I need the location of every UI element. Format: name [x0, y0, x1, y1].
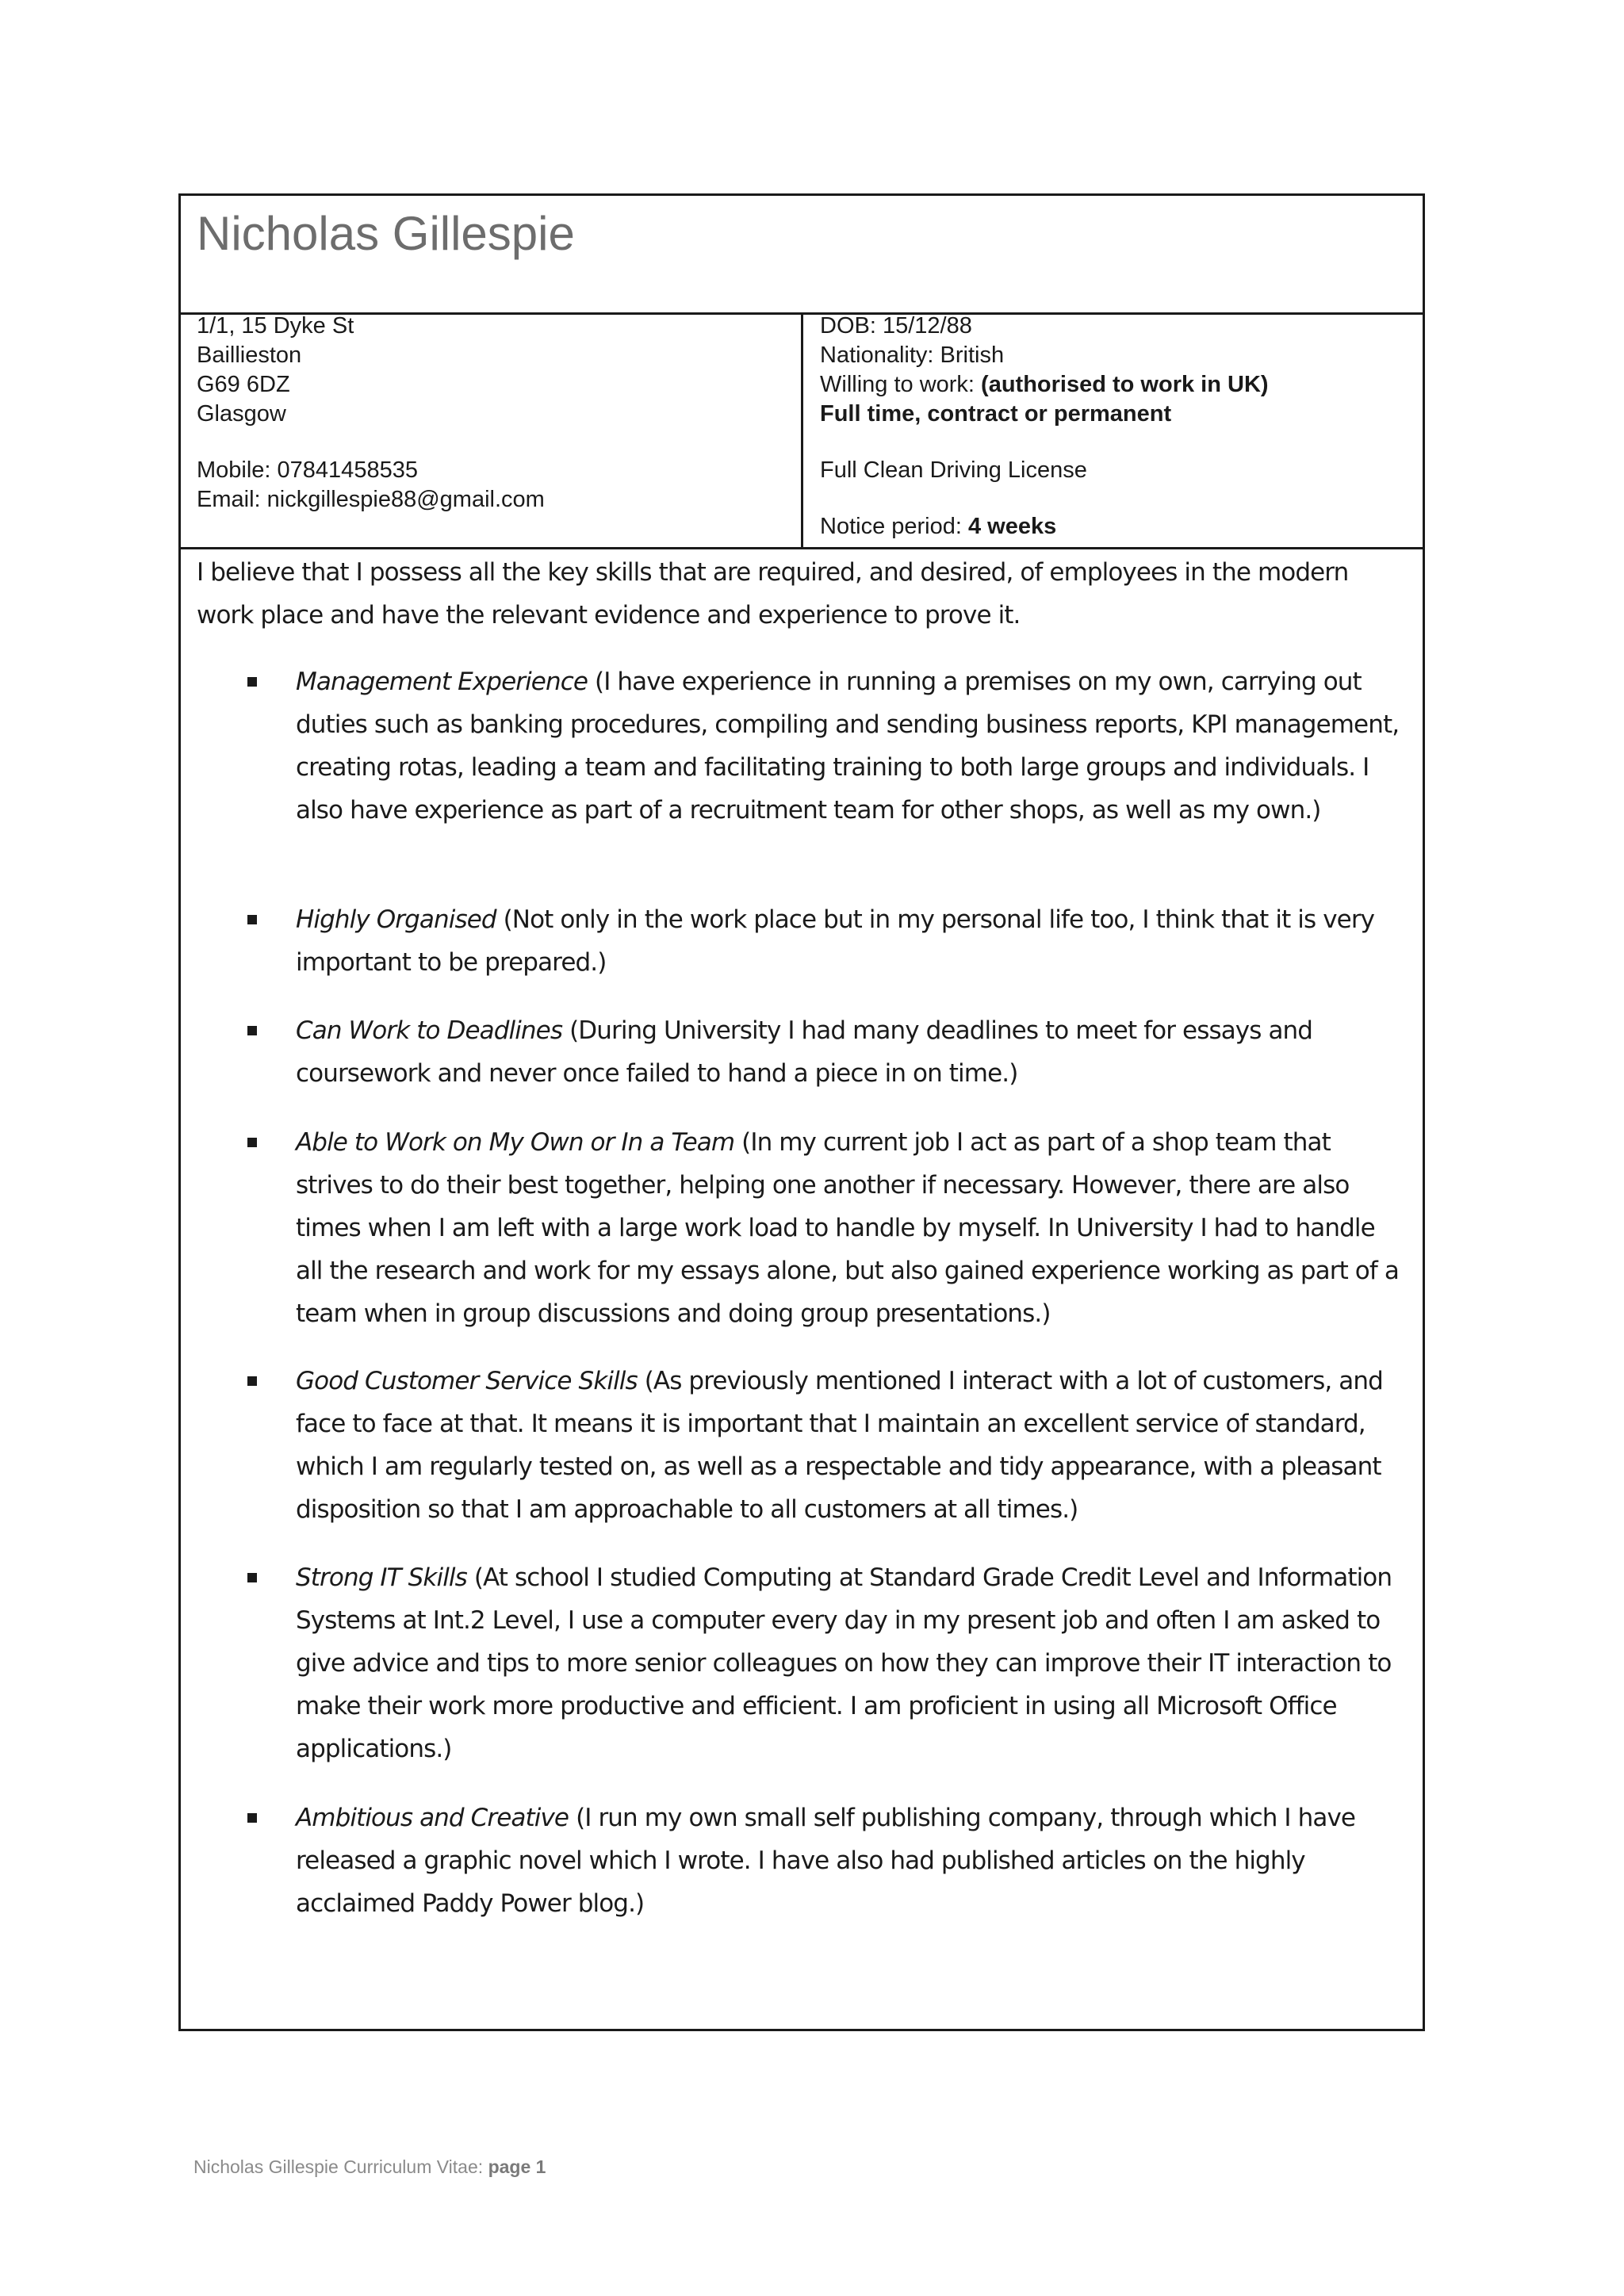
spacer	[197, 429, 799, 456]
skill-description: (I run my own small self publishing company, through which I have released a graphic novel which I wrote. I have also had published articles on the highly acclaimed Paddy Power blog.)	[296, 1804, 1356, 1918]
willing-to-work	[820, 370, 1407, 400]
date-of-birth: DOB: 15/12/88	[820, 313, 972, 339]
square-bullet-icon	[247, 1376, 257, 1386]
notice-value: 4 weeks	[968, 514, 1057, 539]
skill-description: (As previously mentioned I interact with a lot of customers, and face to face at that. It means it is important that I maintain an excellent service of standard, which I am regularly tested on, as well as a respectable and tidy appearance, with a pleasant disposition so that I am approachable to all customers at all times.)	[296, 1367, 1383, 1524]
skill-title: Strong IT Skills	[296, 1563, 467, 1592]
skill-description: (In my current job I act as part of a shop team that strives to do their best together, helping one another if necessary. However, there are also times when I am left with a large work load to handle by myself. In University I had to handle all the research and work for my essays alone, but also gained experience working as part of a team when in group discussions and doing group presentations.)	[296, 1128, 1399, 1328]
list-item	[181, 1797, 1418, 1923]
skill-description: (Not only in the work place but in my personal life too, I think that it is very important to be prepared.)	[296, 905, 1375, 977]
square-bullet-icon	[247, 1813, 257, 1823]
name-row	[181, 196, 1423, 315]
notice-label: Notice period:	[820, 514, 968, 539]
list-item	[181, 1556, 1418, 1797]
skills-summary-section	[181, 549, 1423, 2029]
driving-license: Full Clean Driving License	[820, 457, 1087, 483]
skill-description: (At school I studied Computing at Standard Grade Credit Level and Information Systems at Int.2 Level, I use a computer every day in my present job and often I am asked to give advice and tips to more senior colleagues on how they can improve their IT interaction to make their work more productive and efficient. I am proficient in using all Microsoft Office applications.)	[296, 1563, 1392, 1763]
contact-right-column	[820, 312, 1407, 541]
skill-title: Ambitious and Creative	[296, 1804, 569, 1832]
notice-period	[820, 512, 1407, 541]
intro-paragraph: I believe that I possess all the key skills that are required, and desired, of employees in the modern work place and have the relevant evidence and experience to prove it.	[197, 558, 1349, 629]
list-item	[181, 898, 1418, 1009]
list-item	[181, 1121, 1418, 1360]
list-item	[181, 1009, 1418, 1121]
contact-details-row	[181, 315, 1423, 549]
square-bullet-icon	[247, 1138, 257, 1147]
email-address: Email: nickgillespie88@gmail.com	[197, 487, 545, 512]
skill-title: Can Work to Deadlines	[296, 1016, 563, 1045]
skill-description: (I have experience in running a premises on my own, carrying out duties such as banking procedures, compiling and sending business reports, KPI management, creating rotas, leading a team and facilitating training to both large groups and individuals. I also have experience as part of a recruitment team for other shops, as well as my own.)	[296, 668, 1400, 825]
list-item	[181, 1360, 1418, 1556]
willing-value: (authorised to work in UK)	[981, 372, 1269, 397]
work-type: Full time, contract or permanent	[820, 401, 1172, 427]
spacer	[820, 485, 1407, 512]
square-bullet-icon	[247, 1026, 257, 1035]
cv-page-frame	[178, 193, 1425, 2031]
column-divider	[801, 315, 803, 547]
skill-title: Management Experience	[296, 668, 588, 696]
candidate-name: Nicholas Gillespie	[197, 207, 575, 260]
skill-description: (During University I had many deadlines to meet for essays and coursework and never once failed to hand a piece in on time.)	[296, 1016, 1313, 1088]
list-item	[181, 660, 1418, 898]
spacer	[820, 429, 1407, 456]
footer-text: Nicholas Gillespie Curriculum Vitae:	[193, 2156, 488, 2177]
skill-title: Able to Work on My Own or In a Team	[296, 1128, 735, 1157]
square-bullet-icon	[247, 1573, 257, 1582]
page-number: page 1	[488, 2156, 546, 2177]
page-footer	[193, 2156, 546, 2178]
skill-title: Good Customer Service Skills	[296, 1367, 638, 1395]
skill-title: Highly Organised	[296, 905, 496, 934]
square-bullet-icon	[247, 915, 257, 924]
contact-left-column	[197, 312, 799, 515]
address-line-2: Baillieston	[197, 342, 302, 368]
willing-label: Willing to work:	[820, 372, 982, 397]
mobile-number: Mobile: 07841458535	[197, 457, 418, 483]
nationality: Nationality: British	[820, 342, 1005, 368]
address-line-1: 1/1, 15 Dyke St	[197, 313, 354, 339]
square-bullet-icon	[247, 677, 257, 687]
address-line-3: G69 6DZ	[197, 372, 290, 397]
skills-list	[181, 660, 1418, 1923]
address-line-4: Glasgow	[197, 401, 286, 427]
